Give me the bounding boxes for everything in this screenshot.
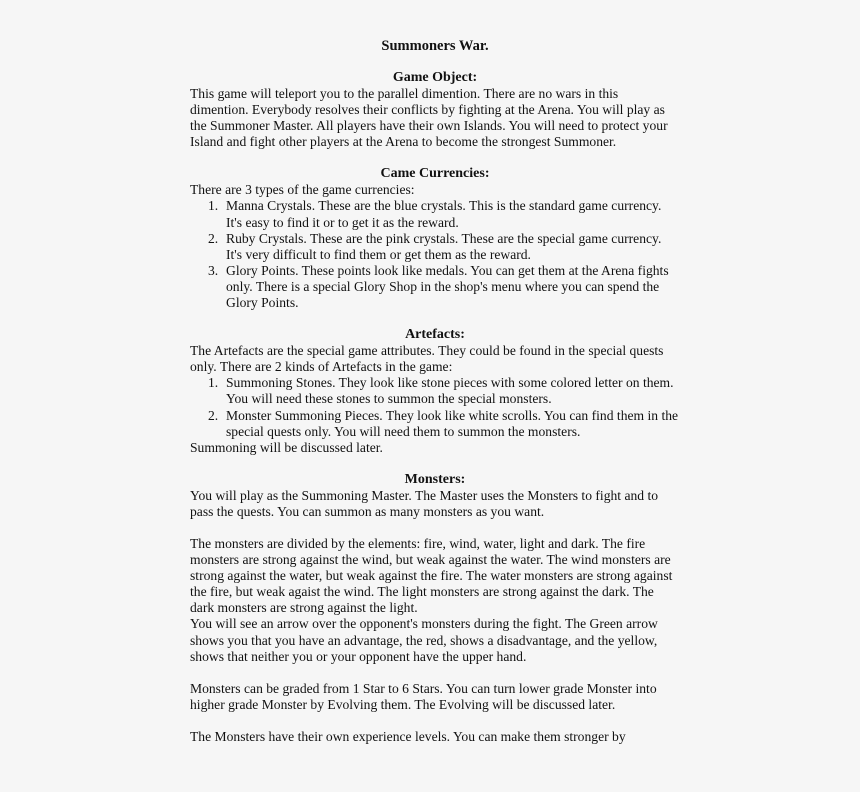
list-text: Monster Summoning Pieces. They look like white scrolls. You can find them in the special quests only. You will need them to summon the monsters. xyxy=(226,407,679,439)
list-number: 3. xyxy=(208,262,219,278)
currency-list xyxy=(190,198,680,311)
section-monsters xyxy=(190,472,680,745)
list-item xyxy=(190,408,680,440)
list-number: 1. xyxy=(208,375,219,391)
section-heading: Artefacts: xyxy=(405,327,465,343)
section-paragraph: You will play as the Summoning Master. The Master uses the Monsters to fight and to pass the quests. You can summon as many monsters as you want. xyxy=(190,487,659,519)
document-title: Summoners War. xyxy=(381,38,489,54)
section-paragraph: This game will teleport you to the parallel dimention. There are no wars in this dimention. Everybody resolves their conflicts by fighting at the Arena. You will play as the Summoner Master. All players have their own Islands. You will need to protect your Island and fight other players at the Arena to become the strongest Summoner. xyxy=(190,86,668,150)
list-item xyxy=(190,198,680,230)
list-item xyxy=(190,375,680,407)
section-heading: Monsters: xyxy=(404,471,466,487)
section-game-object xyxy=(190,70,680,150)
list-number: 2. xyxy=(208,407,219,423)
list-text: Ruby Crystals. These are the pink crystals. These are the special game currency. It's very difficult to find them or get them as the reward. xyxy=(226,230,662,262)
section-paragraph: Monsters can be graded from 1 Star to 6 Stars. You can turn lower grade Monster into higher grade Monster by Evolving them. The Evolving will be discussed later. xyxy=(190,680,657,712)
artefact-list xyxy=(190,375,680,439)
section-paragraph: The monsters are divided by the elements: fire, wind, water, light and dark. The fire monsters are strong against the wind, but weak against the water. The wind monsters are strong against the water, but weak against the fire. The water monsters are strong against the fire, but weak agaist the wind. The light monsters are strong against the dark. The dark monsters are strong against the light. xyxy=(190,535,673,616)
section-paragraph: The Artefacts are the special game attributes. They could be found in the special quests only. There are 2 kinds of Artefacts in the game: xyxy=(190,343,664,375)
list-text: Summoning Stones. They look like stone pieces with some colored letter on them. You will need these stones to summon the special monsters. xyxy=(226,375,674,407)
list-number: 2. xyxy=(208,230,219,246)
document-page xyxy=(190,38,680,745)
section-heading: Game Object: xyxy=(392,70,478,85)
section-heading: Came Currencies: xyxy=(380,166,490,182)
section-paragraph: There are 3 types of the game currencies: xyxy=(190,182,415,198)
section-artefacts xyxy=(190,327,680,456)
section-game-currencies xyxy=(190,166,680,311)
list-item xyxy=(190,263,680,311)
section-paragraph: You will see an arrow over the opponent's monsters during the fight. The Green arrow shows you that you have an advantage, the red, shows a disadvantage, and the yellow, shows that neither you or your opponent have the upper hand. xyxy=(190,616,658,664)
list-text: Glory Points. These points look like medals. You can get them at the Arena fights only. There is a special Glory Shop in the shop's menu where you can spend the Glory Points. xyxy=(226,262,669,311)
list-number: 1. xyxy=(208,198,219,214)
section-paragraph: Summoning will be discussed later. xyxy=(190,439,383,455)
list-text: Manna Crystals. These are the blue crystals. This is the standard game currency. It's easy to find it or to get it as the reward. xyxy=(226,198,662,230)
section-paragraph: The Monsters have their own experience levels. You can make them stronger by xyxy=(190,728,626,744)
list-item xyxy=(190,231,680,263)
